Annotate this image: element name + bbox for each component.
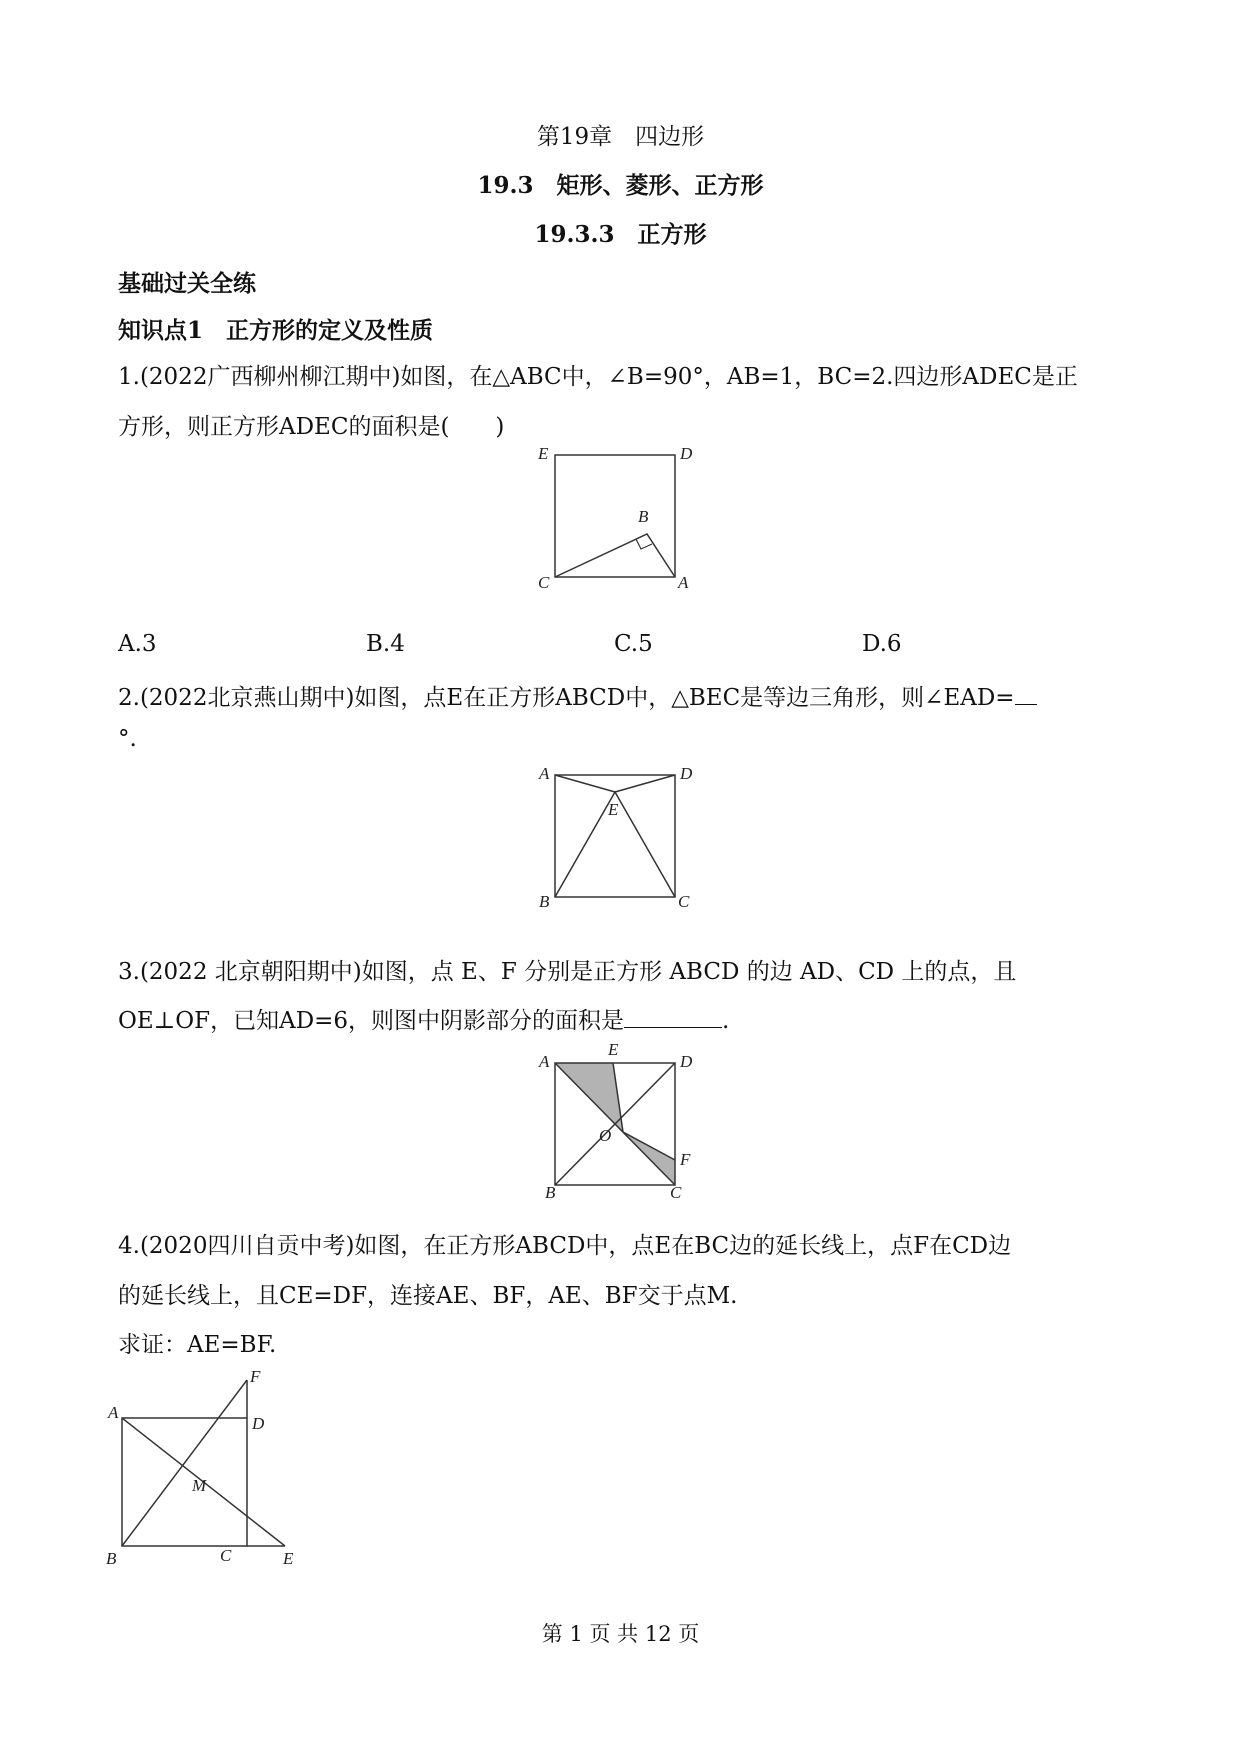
section-title: 19.3 矩形、菱形、正方形 (477, 172, 764, 199)
q1-right-angle-mark (636, 539, 652, 549)
q3-label-f: F (680, 1150, 691, 1169)
q4-square-abcd (122, 1418, 247, 1546)
q1-label-a: A (678, 573, 689, 592)
q3-label-d: D (680, 1052, 693, 1071)
q3-label-e: E (608, 1043, 619, 1059)
q4-label-a: A (108, 1403, 119, 1422)
q3-text-line1: 3.(2022 北京朝阳期中)如图，点 E、F 分别是正方形 ABCD 的边 AD、CD 上的点，且 (118, 959, 1017, 985)
q4-segment-bf (122, 1380, 247, 1546)
q1-figure (530, 445, 710, 600)
q2-answer-blank (1015, 704, 1037, 705)
q3-answer-blank (624, 1027, 722, 1028)
q4-label-e: E (283, 1549, 294, 1568)
q2-segment-ae (555, 775, 615, 792)
q2-label-d: D (680, 765, 693, 783)
q3-label-b: B (545, 1183, 556, 1202)
q1-label-b: B (638, 507, 649, 526)
q3-figure (530, 1043, 715, 1203)
q4-label-d: D (252, 1414, 265, 1433)
q3-text-end: . (722, 1008, 730, 1034)
q3-text-line2 (118, 1002, 729, 1035)
knowledge-point-heading: 知识点1 正方形的定义及性质 (118, 317, 434, 344)
q2-text-line2: °. (118, 726, 137, 752)
q1-label-c: C (538, 573, 550, 592)
q4-label-c: C (220, 1546, 232, 1565)
q1-choice-b: B.4 (366, 631, 405, 657)
q4-text-line1: 4.(2020四川自贡中考)如图，在正方形ABCD中，点E在BC边的延长线上，点F在CD边 (118, 1233, 1012, 1259)
subsection-title: 19.3.3 正方形 (534, 221, 707, 248)
q2-text-line1 (118, 679, 1037, 712)
q2-label-a: A (539, 765, 550, 783)
q1-triangle-abc (555, 534, 675, 577)
q4-label-f: F (250, 1367, 261, 1386)
q4-figure (100, 1366, 310, 1586)
q2-label-c: C (678, 892, 690, 911)
q1-label-e: E (538, 445, 549, 463)
q1-text-line2: 方形，则正方形ADEC的面积是( ) (118, 414, 505, 440)
q1-choice-a: A.3 (118, 631, 157, 657)
q4-label-b: B (106, 1549, 117, 1568)
page-footer: 第 1 页 共 12 页 (541, 1622, 700, 1646)
q1-choice-c: C.5 (614, 631, 653, 657)
q3-label-o: O (599, 1126, 612, 1145)
q4-label-m: M (192, 1476, 207, 1495)
q2-label-b: B (539, 892, 550, 911)
q1-square-adec (555, 455, 675, 577)
q2-segment-de (615, 775, 675, 792)
q1-text-line1: 1.(2022广西柳州柳江期中)如图，在△ABC中，∠B=90°，AB=1，BC=2.四边形ADEC是正 (118, 364, 1078, 390)
q3-text-main: OE⊥OF，已知AD=6，则图中阴影部分的面积是 (118, 1008, 625, 1034)
q3-label-a: A (539, 1052, 550, 1071)
practice-heading: 基础过关全练 (118, 270, 256, 297)
q2-figure (530, 765, 710, 915)
q2-label-e: E (608, 800, 619, 819)
chapter-title: 第19章 四边形 (536, 124, 705, 150)
q1-choice-d: D.6 (862, 631, 902, 657)
q4-text-line3: 求证：AE=BF. (118, 1332, 277, 1358)
q1-label-d: D (680, 445, 693, 463)
q2-text-main: 2.(2022北京燕山期中)如图，点E在正方形ABCD中，△BEC是等边三角形，则∠EAD= (118, 685, 1015, 711)
q4-text-line2: 的延长线上，且CE=DF，连接AE、BF，AE、BF交于点M. (118, 1283, 738, 1309)
q3-label-c: C (670, 1183, 682, 1202)
